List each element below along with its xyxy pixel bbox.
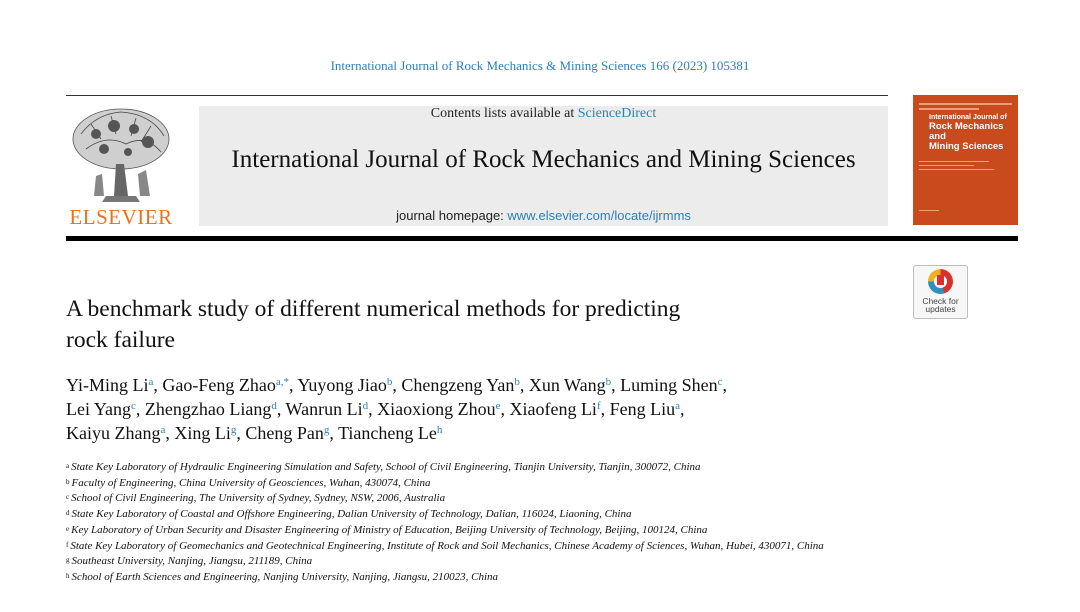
author-name[interactable]: Tiancheng Le <box>338 423 437 443</box>
author-affiliation-marker[interactable]: b <box>514 376 520 388</box>
bookmark-icon <box>937 275 944 285</box>
author-name[interactable]: Wanrun Li <box>285 399 363 419</box>
author-affiliation-marker[interactable]: g <box>230 424 237 436</box>
article-title <box>66 294 866 356</box>
author-affiliation-marker[interactable]: c <box>131 400 136 412</box>
article-title-line1: A benchmark study of different numerical methods for predicting <box>66 296 681 322</box>
contents-available-line <box>199 106 888 122</box>
journal-cover-thumbnail[interactable] <box>913 95 1018 225</box>
author-name[interactable]: Xing Li <box>174 423 231 443</box>
author-name[interactable]: Lei Yang <box>66 399 132 419</box>
author-name[interactable]: Xun Wang <box>528 375 606 395</box>
cover-title <box>929 114 1015 152</box>
affiliation-item <box>66 460 896 476</box>
affiliation-text: State Key Laboratory of Hydraulic Engineering Simulation and Safety, School of Civil Engineering, Tianjin University, Tianjin, 300072, China <box>71 461 701 473</box>
author-name[interactable]: Luming Shen <box>620 375 718 395</box>
affiliation-list <box>66 460 896 586</box>
author-name[interactable]: Gao-Feng Zhao <box>162 375 276 395</box>
affiliation-text: State Key Laboratory of Coastal and Offshore Engineering, Dalian University of Technology, Dalian, 116024, Liaoning, China <box>71 508 632 521</box>
affiliation-item <box>66 507 896 523</box>
author-name[interactable]: Chengzeng Yan <box>401 375 515 395</box>
article-title-line2: rock failure <box>66 327 175 353</box>
affiliation-text: School of Earth Sciences and Engineering, Nanjing University, Nanjing, Jiangsu, 210023, China <box>71 570 499 583</box>
affiliation-key: e <box>66 524 70 533</box>
affiliation-key: f <box>66 540 69 549</box>
author-affiliation-marker[interactable]: g <box>323 424 330 436</box>
author-affiliation-marker[interactable]: h <box>436 424 443 436</box>
homepage-prefix: journal homepage: <box>396 208 508 223</box>
contents-prefix: Contents lists available at <box>430 106 578 121</box>
author-name[interactable]: Zhengzhao Liang <box>144 399 272 419</box>
journal-homepage-line <box>199 208 888 223</box>
cover-line <box>919 161 989 162</box>
author-affiliation-marker[interactable]: a <box>160 424 166 436</box>
check-label-line2: updates <box>925 304 956 314</box>
affiliation-text: School of Civil Engineering, The University of Sydney, Sydney, NSW, 2006, Australia <box>71 492 446 505</box>
check-label-line1: Check for <box>922 296 959 306</box>
author-affiliation-marker[interactable]: b <box>605 376 612 388</box>
author-affiliation-marker[interactable]: c <box>717 376 723 388</box>
affiliation-key: a <box>66 462 70 470</box>
author-affiliation-marker[interactable]: a <box>675 400 680 412</box>
journal-citation[interactable]: International Journal of Rock Mechanics & Mining Sciences 166 (2023) 105381 <box>330 58 750 73</box>
check-for-updates-button[interactable] <box>913 265 968 319</box>
affiliation-item <box>66 570 896 586</box>
affiliation-item <box>66 476 896 492</box>
affiliation-key: c <box>66 493 70 502</box>
elsevier-wordmark: ELSEVIER <box>69 205 173 229</box>
cover-line <box>919 169 994 170</box>
cover-big-title-1: Rock Mechanics <box>929 121 1004 132</box>
author-affiliation-marker[interactable]: d <box>271 400 277 412</box>
author-affiliation-marker[interactable]: f <box>596 400 601 412</box>
affiliation-key: d <box>66 509 70 518</box>
affiliation-item <box>66 491 896 507</box>
author-name[interactable]: Feng Liu <box>609 399 676 419</box>
affiliation-text: Southeast University, Nanjing, Jiangsu, 211189, China <box>71 555 313 568</box>
cover-small-title: International Journal of <box>929 114 1007 121</box>
author-affiliation-marker[interactable]: e <box>495 400 501 412</box>
cover-big-title-2: and <box>929 131 946 142</box>
cover-line <box>919 165 974 166</box>
affiliation-text: Faculty of Engineering, China University of Geosciences, Wuhan, 430074, China <box>71 476 431 489</box>
affiliation-text: State Key Laboratory of Geomechanics and Geotechnical Engineering, Institute of Rock and Soil Mechanics, Chinese Academy of Sciences, Wuhan, Hubei, 430071, China <box>70 539 824 552</box>
author-name[interactable]: Xiaofeng Li <box>509 399 597 419</box>
journal-homepage-link[interactable]: www.elsevier.com/locate/ijrmms <box>507 208 691 223</box>
header-divider <box>66 95 888 96</box>
author-affiliation-marker[interactable]: d <box>362 400 369 412</box>
check-for-updates-label <box>914 297 967 313</box>
affiliation-key: b <box>66 477 70 486</box>
cover-line <box>919 210 939 211</box>
affiliation-key: g <box>66 556 70 565</box>
author-name[interactable]: Cheng Pan <box>245 423 324 443</box>
author-name[interactable]: Yuyong Jiao <box>297 375 387 395</box>
author-list: Yi-Ming Li$^a$, Gao-Feng Zhao$^{a,*}$, Yuyong Jiao$^b$, Chengzeng Yan$^b$, Xun Wang$^b$, Luming Shen$^c$, Lei Yang$^c$, Zhengzhao Liang$^d$, Wanrun Li$^d$, Xiaoxiong Zhou$^e$, Xiaofeng Li$^f$, Feng Liu$^a$, Kaiyu Zhang$^a$, Xing Li$^g$, Cheng Pan$^g$, Tiancheng Le$^h$ <box>66 375 727 443</box>
affiliation-item <box>66 554 896 570</box>
journal-title: International Journal of Rock Mechanics and Mining Sciences <box>231 146 856 173</box>
author-name[interactable]: Yi-Ming Li <box>66 375 149 395</box>
header-thick-divider <box>66 236 1018 241</box>
cover-big-title-3: Mining Sciences <box>929 141 1004 152</box>
author-name[interactable]: Kaiyu Zhang <box>66 423 161 443</box>
cover-top-bar <box>919 103 1012 105</box>
affiliation-item <box>66 539 896 555</box>
author-affiliation-marker[interactable]: b <box>386 376 393 388</box>
author-name[interactable]: Xiaoxiong Zhou <box>377 399 496 419</box>
affiliation-text: Key Laboratory of Urban Security and Disaster Engineering of Ministry of Education, Beijing University of Technology, Beijing, 100124, China <box>71 523 708 536</box>
author-affiliation-marker[interactable]: a,* <box>275 376 290 388</box>
cover-top-bar <box>919 108 979 110</box>
sciencedirect-link[interactable]: ScienceDirect <box>577 106 657 121</box>
author-affiliation-marker[interactable]: a <box>148 376 154 388</box>
affiliation-item <box>66 523 896 539</box>
affiliation-key: h <box>66 571 70 580</box>
